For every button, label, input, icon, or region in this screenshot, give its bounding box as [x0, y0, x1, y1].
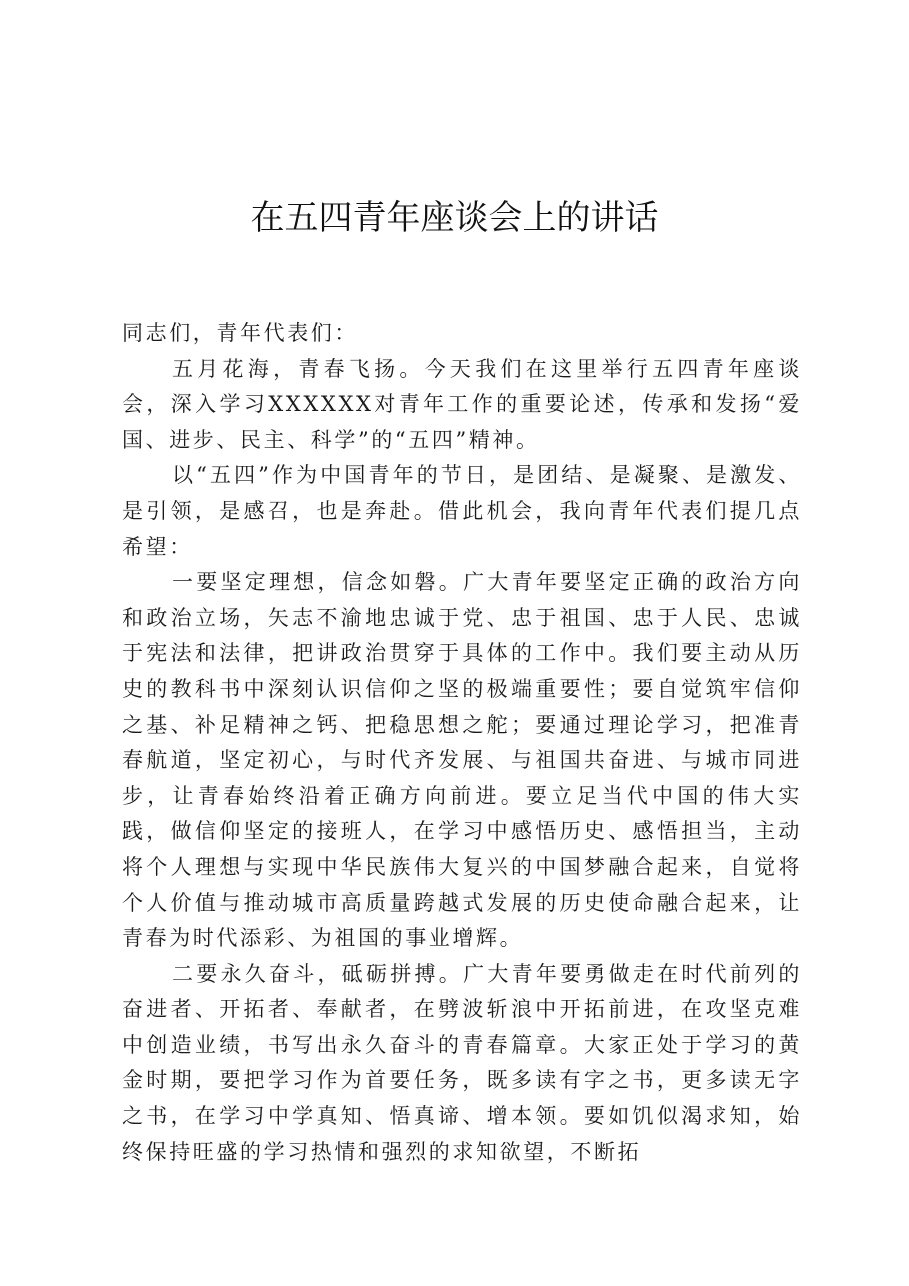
salutation: 同志们，青年代表们：	[122, 321, 358, 345]
paragraph-1: 五月花海，青春飞扬。今天我们在这里举行五四青年座谈会，深入学习XXXXXX对青年工作的重要论述，传承和发扬“爱国、进步、民主、科学”的“五四”精神。	[122, 356, 802, 452]
paragraph-3: 一要坚定理想，信念如磐。广大青年要坚定正确的政治方向和政治立场，矢志不渝地忠诚于党、忠于祖国、忠于人民、忠诚于宪法和法律，把讲政治贯穿于具体的工作中。我们要主动从历史的教科书中深刻认识信仰之坚的极端重要性；要自觉筑牢信仰之基、补足精神之钙、把稳思想之舵；要通过理论学习，把准青春航道，坚定初心，与时代齐发展、与祖国共奋进、与城市同进步，让青春始终沿着正确方向前进。要立足当代中国的伟大实践，做信仰坚定的接班人，在学习中感悟历史、感悟担当，主动将个人理想与实现中华民族伟大复兴的中国梦融合起来，自觉将个人价值与推动城市高质量跨越式发展的历史使命融合起来，让青春为时代添彩、为祖国的事业增辉。	[122, 570, 802, 951]
paragraph-2: 以“五四”作为中国青年的节日，是团结、是凝聚、是激发、是引领，是感召，也是奔赴。借此机会，我向青年代表们提几点希望：	[122, 463, 802, 559]
page-title: 在五四青年座谈会上的讲话	[250, 198, 659, 238]
paragraph-4: 二要永久奋斗，砥砺拼搏。广大青年要勇做走在时代前列的奋进者、开拓者、奉献者，在劈波斩浪中开拓前进，在攻坚克难中创造业绩，书写出永久奋斗的青春篇章。大家正处于学习的黄金时期，要把学习作为首要任务，既多读有字之书，更多读无字之书，在学习中学真知、悟真谛、增本领。要如饥似渴求知，始终保持旺盛的学习热情和强烈的求知欲望，不断拓	[122, 961, 802, 1164]
document-body	[122, 316, 802, 1170]
